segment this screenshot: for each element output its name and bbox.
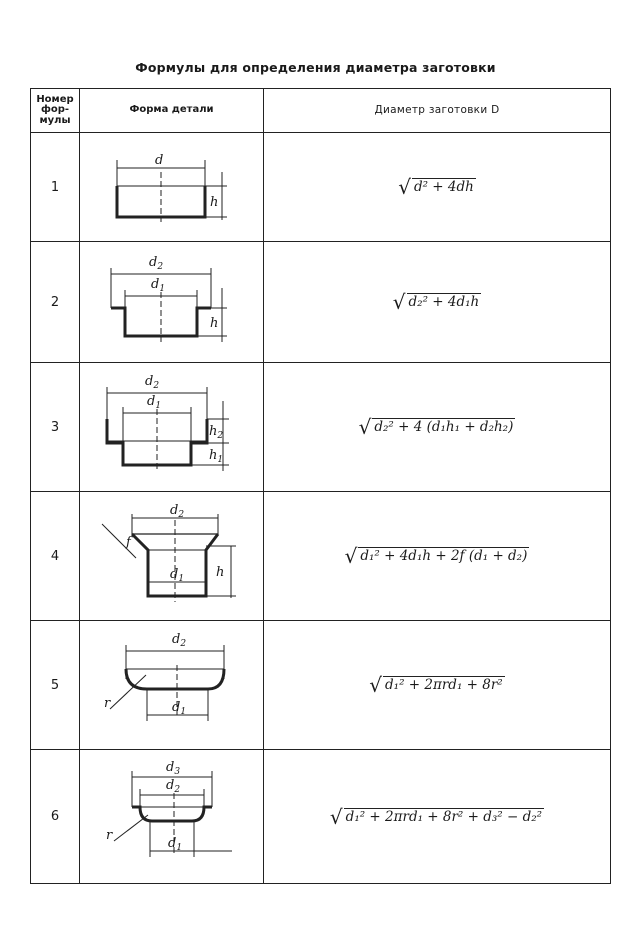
- shape-cell: [80, 133, 264, 242]
- label-d2: $d_2$: [169, 503, 184, 520]
- table-row: [31, 621, 611, 750]
- table-row: [31, 363, 611, 492]
- shape-diagram-2: [97, 252, 247, 352]
- formula: d₂² + 4 (d₁h₁ + d₂h₂): [374, 419, 514, 435]
- formula: d₁² + 2πrd₁ + 8r²: [385, 677, 503, 693]
- formula-cell: [264, 621, 611, 750]
- label-h: h: [209, 195, 218, 210]
- shape-diagram-1: [97, 142, 247, 232]
- header-shape: Форма детали: [80, 89, 264, 133]
- shape-cell: [80, 750, 264, 884]
- sqrt-icon: √: [329, 804, 343, 829]
- label-r: r: [105, 827, 112, 843]
- sqrt-icon: √: [358, 415, 372, 439]
- formula-table: [30, 88, 611, 884]
- shape-cell: [80, 363, 264, 492]
- label-h: h: [215, 565, 224, 580]
- shape-cell: [80, 492, 264, 621]
- shape-diagram-6: [92, 759, 252, 875]
- row-number: 3: [31, 363, 80, 492]
- header-row: [31, 89, 611, 133]
- formula-cell: [264, 750, 611, 884]
- row-number: 2: [31, 242, 80, 363]
- label-h1: $h_1$: [208, 448, 223, 465]
- formula: d₂² + 4d₁h: [408, 294, 480, 310]
- formula: d₁² + 2πrd₁ + 8r² + d₃² − d₂²: [345, 808, 543, 825]
- shape-diagram-5: [92, 629, 252, 741]
- table-row: [31, 133, 611, 242]
- label-d2: $d_2$: [148, 255, 163, 272]
- header-diameter: Диаметр заготовки D: [264, 89, 611, 133]
- shape-diagram-3: [97, 371, 247, 483]
- label-d1: $d_1$: [150, 277, 165, 294]
- label-d1: $d_1$: [169, 567, 184, 584]
- label-d3: $d_3$: [165, 759, 180, 777]
- shape-cell: [80, 242, 264, 363]
- header-number-label: Номер фор- мулы: [36, 93, 74, 126]
- formula-cell: [264, 133, 611, 242]
- sqrt-icon: √: [392, 290, 406, 314]
- label-d2: $d_2$: [165, 777, 180, 795]
- label-d: d: [154, 153, 163, 168]
- label-h2: $h_2$: [208, 424, 223, 441]
- label-d1: $d_1$: [171, 700, 186, 717]
- formula: d₁² + 4d₁h + 2f (d₁ + d₂): [360, 548, 528, 564]
- row-number: 6: [31, 750, 80, 884]
- formula-cell: [264, 242, 611, 363]
- shape-diagram-4: [92, 500, 252, 612]
- label-h: h: [209, 316, 218, 331]
- row-number: 5: [31, 621, 80, 750]
- header-number: [31, 89, 80, 133]
- formula-cell: [264, 363, 611, 492]
- shape-cell: [80, 621, 264, 750]
- label-f: f: [125, 535, 131, 550]
- label-d1: $d_1$: [167, 835, 182, 853]
- label-d2: $d_2$: [171, 632, 186, 649]
- sqrt-icon: √: [369, 673, 383, 697]
- table-row: [31, 492, 611, 621]
- label-d2: $d_2$: [144, 374, 159, 391]
- label-d1: $d_1$: [146, 394, 161, 411]
- label-r: r: [103, 696, 110, 711]
- table-row: [31, 242, 611, 363]
- row-number: 1: [31, 133, 80, 242]
- table-row: [31, 750, 611, 884]
- formula: d² + 4dh: [413, 179, 474, 195]
- page-title: Формулы для определения диаметра заготовки: [135, 60, 496, 75]
- formula-cell: [264, 492, 611, 621]
- sqrt-icon: √: [398, 175, 411, 199]
- row-number: 4: [31, 492, 80, 621]
- sqrt-icon: √: [344, 544, 358, 568]
